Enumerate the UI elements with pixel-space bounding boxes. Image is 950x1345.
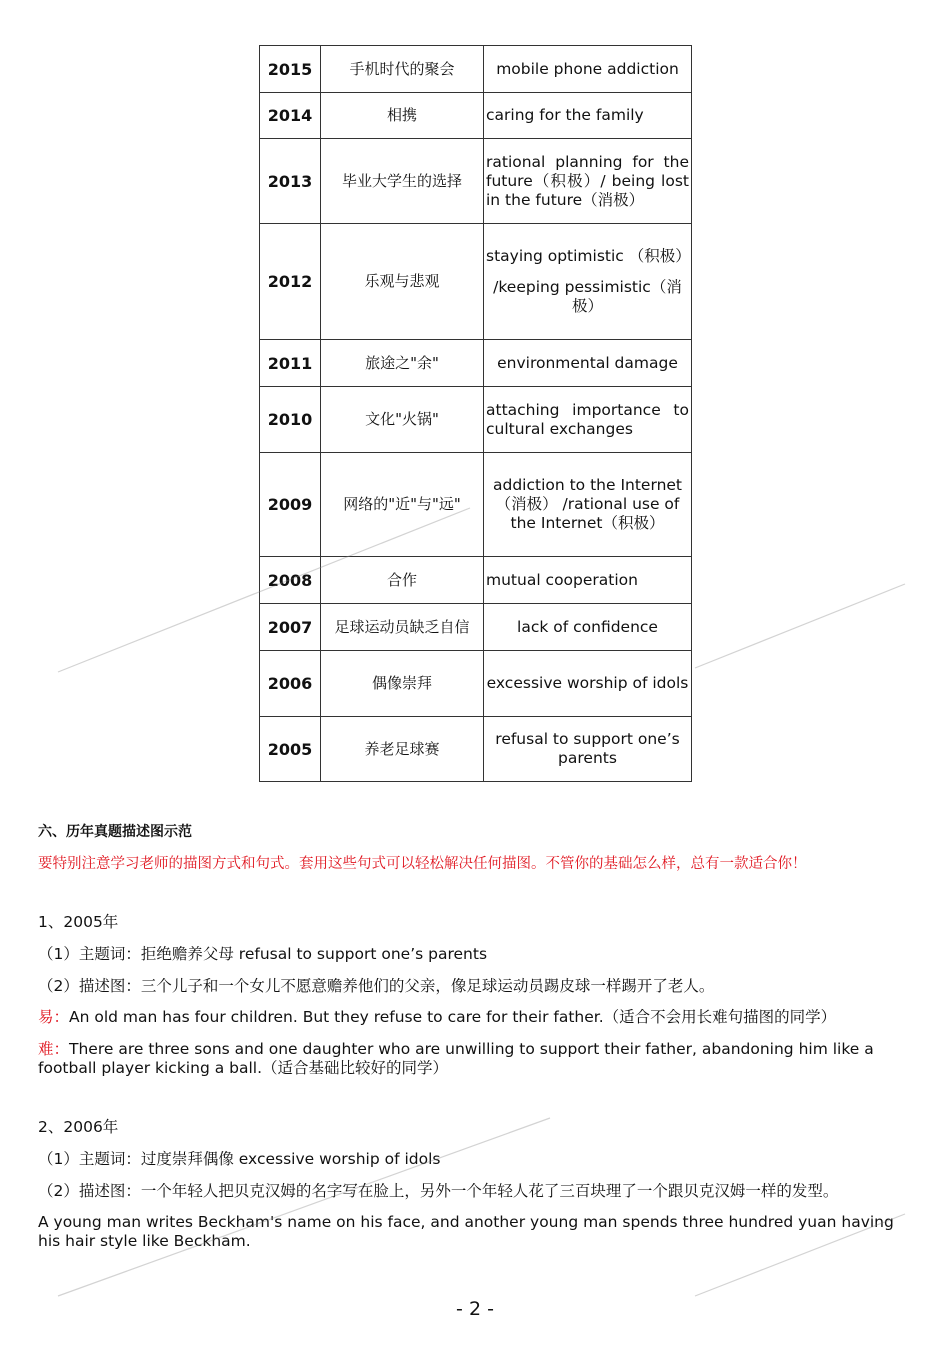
hard-label: 难： xyxy=(38,1040,70,1058)
topic-en-text: rational planning for the future（积极）/ being lost in the future（消极） xyxy=(486,152,689,209)
topic-cn-cell: 足球运动员缺乏自信 xyxy=(321,604,484,651)
watermark-stroke xyxy=(695,584,905,668)
item-describe: （2）描述图：一个年轻人把贝克汉姆的名字写在脸上，另外一个年轻人花了三百块理了一个跟贝克汉姆一样的发型。 xyxy=(38,1182,839,1200)
topic-en-cell xyxy=(484,46,692,93)
topic-en-cell xyxy=(484,224,692,340)
topic-cn-cell: 养老足球赛 xyxy=(321,717,484,782)
topic-en-text: /keeping pessimistic（消极） xyxy=(493,278,682,315)
easy-sentence xyxy=(38,1008,908,1027)
topic-en-cell xyxy=(484,651,692,717)
year-cell: 2011 xyxy=(260,340,321,387)
table-row xyxy=(260,93,692,139)
topic-en-text: refusal to support one’s parents xyxy=(495,730,680,767)
topic-en-cell xyxy=(484,604,692,651)
topic-cn-cell: 旅途之"余" xyxy=(321,340,484,387)
year-cell: 2009 xyxy=(260,453,321,557)
watermark-stroke xyxy=(58,1118,550,1296)
item-describe: （2）描述图：三个儿子和一个女儿不愿意赡养他们的父亲，像足球运动员踢皮球一样踢开了老人。 xyxy=(38,977,715,995)
table-row xyxy=(260,139,692,224)
item-sentence: A young man writes Beckham's name on his face, and another young man spends three hundred yuan having his hair style like Beckham. xyxy=(38,1213,894,1250)
year-cell: 2015 xyxy=(260,46,321,93)
year-cell: 2013 xyxy=(260,139,321,224)
table-row xyxy=(260,224,692,340)
topic-cn-cell: 毕业大学生的选择 xyxy=(321,139,484,224)
table-row xyxy=(260,604,692,651)
topic-en-cell xyxy=(484,93,692,139)
easy-text: An old man has four children. But they refuse to care for their father.（适合不会用长难句描图的同学） xyxy=(69,1008,837,1026)
page-number: - 2 - xyxy=(456,1298,494,1320)
topics-table xyxy=(259,45,692,782)
year-cell: 2007 xyxy=(260,604,321,651)
topic-en-cell xyxy=(484,340,692,387)
year-cell: 2005 xyxy=(260,717,321,782)
table-row xyxy=(260,340,692,387)
hard-text: There are three sons and one daughter who are unwilling to support their father, abandoning him like a football player kicking a ball.（适合基础比较好的同学） xyxy=(38,1040,874,1077)
section-title: 六、历年真题描述图示范 xyxy=(38,824,192,840)
table-row xyxy=(260,387,692,453)
table-row xyxy=(260,46,692,93)
topic-en-cell xyxy=(484,139,692,224)
topic-en-text: addiction to the Internet（消极） /rational use of the Internet（积极） xyxy=(492,476,683,532)
item-heading: 2、2006年 xyxy=(38,1118,119,1136)
topic-en-text: lack of confidence xyxy=(517,617,658,636)
topic-en-text: excessive worship of idols xyxy=(486,674,689,692)
table-row xyxy=(260,453,692,557)
year-cell: 2008 xyxy=(260,557,321,604)
topic-cn-cell: 偶像崇拜 xyxy=(321,651,484,717)
topic-cn-cell: 合作 xyxy=(321,557,484,604)
item-topic: （1）主题词：拒绝赡养父母 refusal to support one’s parents xyxy=(38,945,488,963)
topic-cn-cell: 乐观与悲观 xyxy=(321,224,484,340)
topic-en-text: environmental damage xyxy=(497,353,678,372)
topic-en-text: mobile phone addiction xyxy=(496,59,679,78)
hard-sentence xyxy=(38,1040,908,1078)
year-cell: 2010 xyxy=(260,387,321,453)
topic-en-text: staying optimistic （积极） xyxy=(486,247,691,265)
year-cell: 2006 xyxy=(260,651,321,717)
topic-en-cell xyxy=(484,557,692,604)
topic-en-cell xyxy=(484,717,692,782)
table-row xyxy=(260,651,692,717)
topic-cn-cell: 相携 xyxy=(321,93,484,139)
topic-cn-cell: 手机时代的聚会 xyxy=(321,46,484,93)
topic-en-cell xyxy=(484,453,692,557)
topic-cn-cell: 文化"火锅" xyxy=(321,387,484,453)
topic-en-text: caring for the family xyxy=(486,106,644,124)
table-row xyxy=(260,717,692,782)
topic-cn-cell: 网络的"近"与"远" xyxy=(321,453,484,557)
topic-en-cell xyxy=(484,387,692,453)
easy-label: 易： xyxy=(38,1008,70,1026)
year-cell: 2014 xyxy=(260,93,321,139)
table-row xyxy=(260,557,692,604)
item-heading: 1、2005年 xyxy=(38,913,119,931)
topic-en-text: attaching importance to cultural exchanges xyxy=(486,400,689,438)
section-notice: 要特别注意学习老师的描图方式和句式。套用这些句式可以轻松解决任何描图。不管你的基础怎么样，总有一款适合你！ xyxy=(38,856,807,872)
item-topic: （1）主题词：过度崇拜偶像 excessive worship of idols xyxy=(38,1150,441,1168)
topic-en-text: mutual cooperation xyxy=(486,570,638,589)
year-cell: 2012 xyxy=(260,224,321,340)
